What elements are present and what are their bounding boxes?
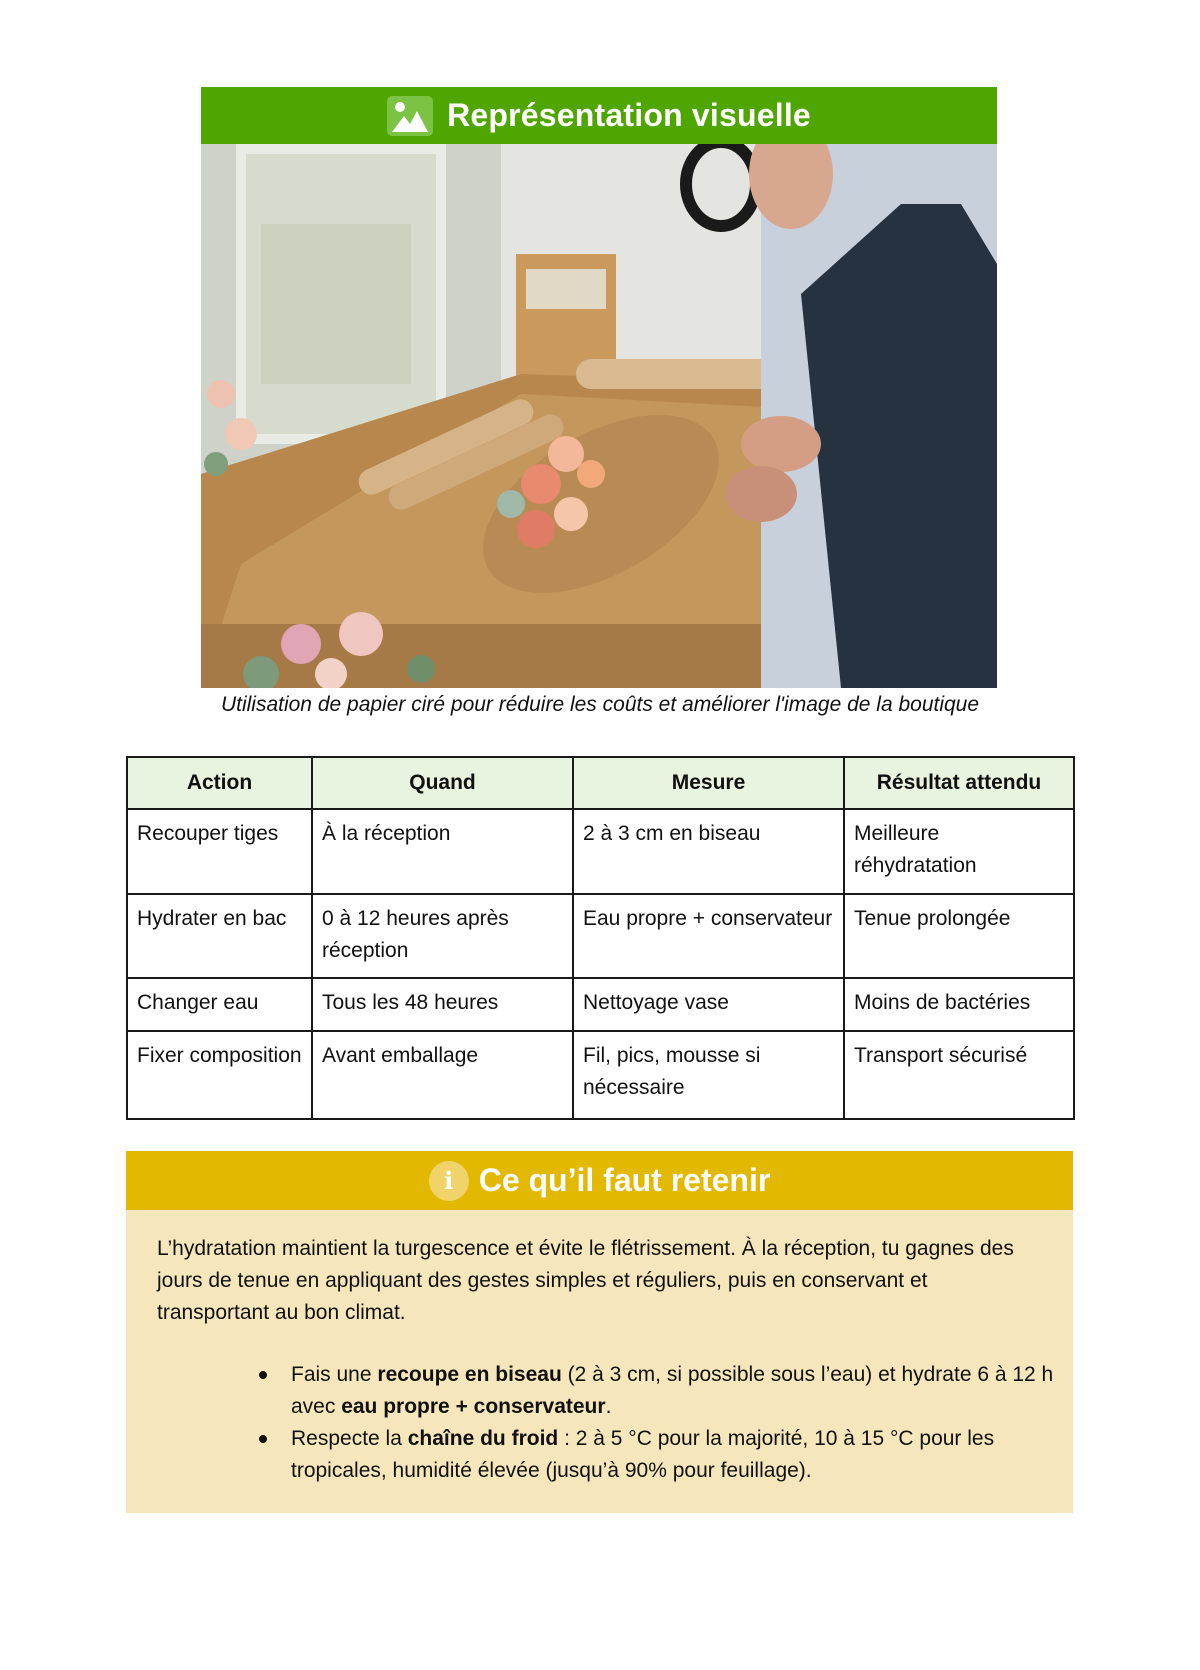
cell-resultat: Meilleure réhydratation (844, 809, 1074, 894)
figure-header (201, 87, 997, 144)
bullet-text: Fais une (291, 1363, 378, 1386)
cell-action: Changer eau (127, 978, 312, 1031)
bullet-bold-text: chaîne du froid (407, 1427, 559, 1450)
cell-mesure: Fil, pics, mousse si nécessaire (573, 1031, 844, 1119)
column-header-mesure: Mesure (573, 757, 844, 809)
hydration-actions-table (126, 756, 1075, 1120)
cell-quand: 0 à 12 heures après réception (312, 894, 573, 978)
table-header-row (127, 757, 1074, 809)
cell-action: Fixer composition (127, 1031, 312, 1119)
column-header-action: Action (127, 757, 312, 809)
cell-resultat: Tenue prolongée (844, 894, 1074, 978)
info-icon: i (429, 1161, 469, 1201)
cell-quand: Tous les 48 heures (312, 978, 573, 1031)
table-row (127, 1031, 1074, 1119)
image-icon (387, 96, 433, 136)
bullet-bold-text: eau propre + conservateur (341, 1395, 606, 1418)
cell-mesure: Nettoyage vase (573, 978, 844, 1031)
cell-action: Recouper tiges (127, 809, 312, 894)
figure-title: Représentation visuelle (447, 97, 811, 133)
key-takeaways-list (259, 1359, 1071, 1487)
column-header-quand: Quand (312, 757, 573, 809)
key-takeaways-header (126, 1151, 1073, 1210)
visual-representation-figure (201, 87, 997, 688)
bullet-bold-text: recoupe en biseau (377, 1363, 562, 1386)
cell-quand: Avant emballage (312, 1031, 573, 1119)
key-takeaways-title: Ce qu’il faut retenir (478, 1162, 771, 1198)
cell-action: Hydrater en bac (127, 894, 312, 978)
cell-resultat: Transport sécurisé (844, 1031, 1074, 1119)
bullet-text: (2 à 3 cm, si possible sous l’eau) et hydrate 6 à 12 h avec (291, 1363, 1054, 1418)
cell-resultat: Moins de bactéries (844, 978, 1074, 1031)
key-takeaways-body (126, 1210, 1073, 1513)
table-row (127, 809, 1074, 894)
table-row (127, 894, 1074, 978)
bullet-text: Respecte la (291, 1427, 408, 1450)
list-item (291, 1423, 1071, 1487)
florist-photo (201, 144, 997, 688)
bullet-text: . (605, 1395, 612, 1418)
cell-mesure: 2 à 3 cm en biseau (573, 809, 844, 894)
key-takeaways-box (126, 1151, 1073, 1513)
bullet-text: : 2 à 5 °C pour la majorité, 10 à 15 °C pour les tropicales, humidité élevée (jusqu’à 90% pour feuillage). (291, 1427, 995, 1482)
cell-quand: À la réception (312, 809, 573, 894)
key-takeaways-paragraph: L’hydratation maintient la turgescence et évite le flétrissement. À la réception, tu gagnes des jours de tenue en appliquant des gestes simples et réguliers, puis en conservant et transportant au bon climat. (157, 1237, 1014, 1324)
cell-mesure: Eau propre + conservateur (573, 894, 844, 978)
figure-caption: Utilisation de papier ciré pour réduire les coûts et améliorer l'image de la boutique (220, 693, 980, 716)
list-item (291, 1359, 1071, 1423)
column-header-resultat: Résultat attendu (844, 757, 1074, 809)
table-row (127, 978, 1074, 1031)
